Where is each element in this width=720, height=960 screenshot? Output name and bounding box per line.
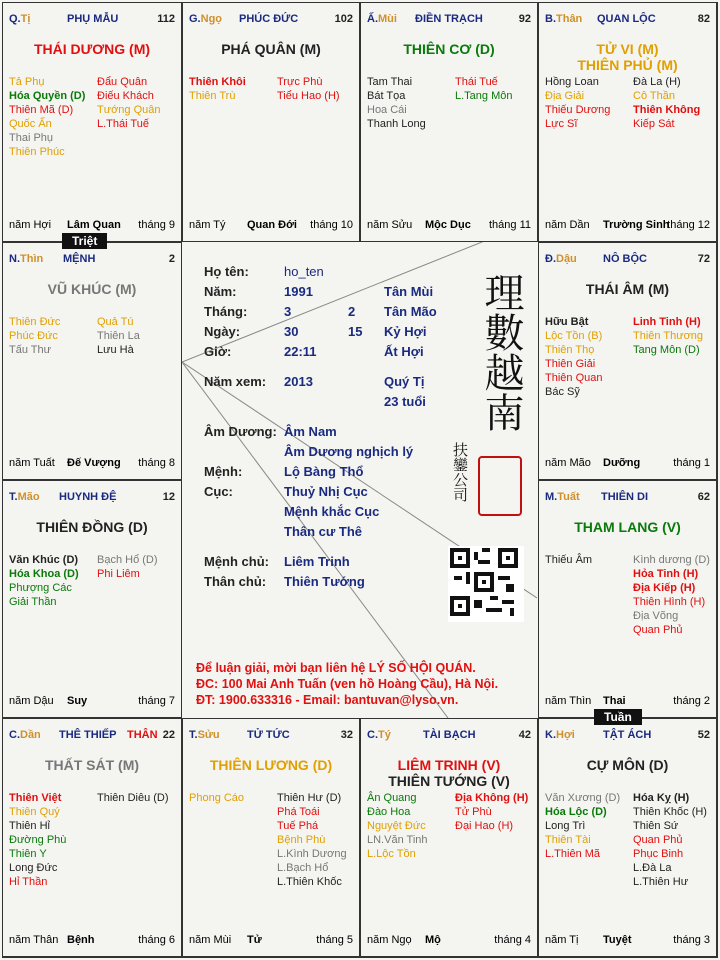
thanchu-value: Thiên Tướng [284, 574, 365, 589]
star: Điếu Khách [97, 90, 154, 102]
star: L.Lộc Tồn [367, 848, 416, 860]
star: Linh Tinh (H) [633, 316, 701, 328]
star: Thiên Không [633, 104, 701, 116]
star: Nguyệt Đức [367, 820, 426, 832]
main-star: THÁI ÂM (M) [585, 281, 670, 297]
palace-can: T.Sửu [189, 729, 220, 741]
footer-stage: Lâm Quan [67, 219, 121, 231]
main-star: THẤT SÁT (M) [44, 757, 140, 773]
palace-name: TỬ TỨC [247, 729, 290, 741]
star: Long Đức [9, 862, 58, 874]
thang-value: 3 [284, 304, 292, 319]
palace-number: 62 [697, 491, 710, 503]
star: Bác Sỹ [545, 386, 580, 398]
footer-stage: Tuyệt [603, 934, 632, 946]
palace-can: N.Thìn [9, 253, 44, 265]
star: Ân Quang [367, 792, 417, 804]
right-stars [277, 791, 347, 889]
palace-name: NÔ BỘC [603, 253, 647, 265]
namxem-label: Năm xem: [204, 374, 267, 389]
star: Thiên Mã (D) [9, 104, 74, 116]
main-stars [3, 41, 181, 57]
menh-label: Mệnh: [204, 464, 243, 479]
footer-year: năm Tý [189, 219, 226, 231]
contact-line-3[interactable]: ĐT: 1900.633316 - Email: bantuvan@lyso.vn. [196, 693, 459, 707]
palace-can: C.Dần [9, 729, 41, 741]
ngay-value: 30 [284, 324, 299, 339]
palace-can: C.Tý [367, 729, 391, 741]
palace-header [367, 13, 531, 29]
left-stars [545, 553, 592, 567]
hoten-value: ho_ten [284, 264, 324, 279]
footer-month: tháng 6 [138, 934, 175, 946]
star: Tấu Thư [9, 344, 52, 356]
footer-month: tháng 3 [673, 934, 710, 946]
palace-header [545, 491, 710, 507]
gio-value: 22:11 [284, 344, 317, 359]
star: Hỉ Thần [9, 876, 48, 888]
namxem-can: Quý Tị [384, 374, 425, 389]
star: Thiên Phúc [9, 146, 65, 158]
star: L.Thiên Hư [633, 876, 689, 888]
star: Tiểu Hao (H) [277, 90, 340, 102]
star: Đà La (H) [633, 76, 681, 88]
star: L.Bạch Hổ [277, 862, 329, 874]
star: Thiếu Dương [545, 104, 611, 116]
star: Tang Môn (D) [633, 344, 700, 356]
footer-month: tháng 2 [673, 695, 710, 707]
star: Quan Phủ [633, 834, 683, 846]
right-stars [97, 791, 169, 805]
star: Thiên La [97, 330, 140, 342]
footer-month: tháng 4 [494, 934, 531, 946]
menhchu-value: Liêm Trinh [284, 554, 350, 569]
main-star: THIÊN TƯỚNG (V) [388, 773, 510, 789]
main-star: CỰ MÔN (D) [586, 757, 669, 773]
palace-name: ĐIỀN TRẠCH [415, 13, 483, 25]
ngay-am: 15 [348, 324, 363, 339]
palace-footer [545, 457, 710, 471]
menh-value: Lộ Bàng Thổ [284, 464, 364, 479]
amduong-value: Âm Nam [284, 424, 337, 439]
star: Hỏa Tinh (H) [633, 568, 699, 580]
footer-stage: Đế Vượng [67, 457, 121, 469]
star: Lực Sĩ [545, 118, 578, 130]
main-star: THÁI DƯƠNG (M) [33, 41, 151, 57]
palace-footer [9, 934, 175, 948]
palace-footer [189, 934, 353, 948]
star: Giải Thần [9, 596, 57, 608]
palace-can: T.Mão [9, 491, 40, 503]
palace-footer [9, 457, 175, 471]
star: Phượng Các [9, 582, 72, 594]
star: Thiên Trù [189, 90, 236, 102]
star: LN.Văn Tinh [367, 834, 428, 846]
star: Thiên Y [9, 848, 47, 860]
cuc-value2: Mệnh khắc Cục [284, 504, 380, 519]
menhchu-label: Mệnh chủ: [204, 554, 269, 569]
hoten-label: Họ tên: [204, 264, 249, 279]
footer-stage: Trường Sinh [603, 219, 670, 231]
palace-suu [182, 718, 360, 957]
palace-can: B.Thân [545, 13, 583, 25]
main-stars [539, 757, 716, 773]
star: Thiên Hình (H) [633, 596, 706, 608]
palace-header [545, 729, 710, 745]
footer-year: năm Sửu [367, 219, 413, 231]
palace-number: 92 [518, 13, 531, 25]
palace-than [538, 2, 717, 242]
palace-name: QUAN LỘC [597, 13, 656, 25]
main-stars [539, 519, 716, 535]
left-stars [545, 315, 602, 399]
footer-year: năm Tuất [9, 457, 55, 469]
star: Hữu Bật [545, 316, 589, 328]
palace-footer [9, 695, 175, 709]
footer-month: tháng 10 [310, 219, 353, 231]
star: Phục Binh [633, 848, 684, 860]
palace-can: Ấ.Mùi [367, 13, 397, 25]
palace-name: THIÊN DI [601, 491, 649, 503]
star: Thái Tuế [455, 76, 498, 88]
right-stars [277, 75, 340, 103]
contact-block [196, 660, 498, 708]
star: L.Đà La [633, 862, 672, 874]
star: Trực Phù [277, 76, 323, 88]
palace-footer [9, 219, 175, 233]
star: Quả Tú [97, 316, 134, 328]
palace-footer [189, 219, 353, 233]
contact-line-1: Để luận giải, mời bạn liên hệ LÝ SỐ HỘI QUÁN. [196, 661, 476, 675]
star: Lưu Hà [97, 344, 134, 356]
star: Thiên Sứ [633, 820, 679, 832]
right-stars [633, 315, 703, 357]
nam-label: Năm: [204, 284, 237, 299]
star: Đại Hao (H) [455, 820, 514, 832]
cuc-value3: Thân cư Thê [284, 524, 363, 539]
palace-ti [2, 2, 182, 242]
gio-can: Ất Hợi [384, 344, 424, 359]
palace-number: 82 [697, 13, 710, 25]
footer-year: năm Dần [545, 219, 590, 231]
palace-ty [360, 718, 538, 957]
tuoi: 23 tuổi [384, 394, 426, 409]
footer-stage: Thai [603, 695, 626, 707]
footer-month: tháng 5 [316, 934, 353, 946]
palace-number: 22 [162, 729, 175, 741]
star: Thiên Thương [633, 330, 704, 342]
left-stars [189, 75, 246, 103]
palace-dau [538, 242, 717, 480]
palace-number: 72 [697, 253, 710, 265]
footer-year: năm Dậu [9, 695, 54, 707]
palace-name: HUYNH ĐỆ [59, 491, 117, 503]
palace-can: Q.Tị [9, 13, 31, 25]
amduong-label: Âm Dương: [204, 424, 277, 439]
star: Thiên Đức [9, 316, 61, 328]
star: Văn Khúc (D) [9, 554, 79, 566]
star: Thiên Hư (D) [277, 792, 342, 804]
amduong-value2: Âm Dương nghịch lý [284, 444, 414, 459]
star: Tuế Phá [277, 820, 319, 832]
star: L.Thiên Mã [545, 848, 601, 860]
ngay-label: Ngày: [204, 324, 241, 339]
star: Kình dương (D) [633, 554, 710, 566]
center-info-panel [182, 242, 537, 718]
left-stars [9, 75, 85, 159]
palace-dan [2, 718, 182, 957]
palace-hoi [538, 718, 717, 957]
right-stars [633, 791, 707, 889]
main-stars [539, 281, 716, 297]
star: Đẩu Quân [97, 76, 148, 88]
left-stars [9, 791, 66, 889]
main-star: LIÊM TRINH (V) [397, 757, 501, 773]
star: Tả Phụ [9, 76, 45, 88]
namxem-value: 2013 [284, 374, 313, 389]
star: Phong Cáo [189, 792, 245, 804]
main-stars [361, 757, 537, 789]
main-stars [183, 41, 359, 57]
palace-can: M.Tuất [545, 491, 580, 503]
left-stars [367, 75, 426, 131]
footer-stage: Suy [67, 695, 88, 707]
star: Văn Xương (D) [545, 792, 621, 804]
palace-header [9, 253, 175, 269]
right-stars [97, 553, 158, 581]
palace-mui [360, 2, 538, 242]
footer-stage: Dưỡng [603, 457, 641, 469]
main-star: THIÊN ĐỒNG (D) [36, 519, 148, 535]
star: Hồng Loan [545, 76, 599, 88]
star: Thiên Khốc (H) [633, 806, 707, 818]
footer-month: tháng 8 [138, 457, 175, 469]
footer-month: tháng 9 [138, 219, 175, 231]
right-stars [633, 75, 700, 131]
palace-header [9, 491, 175, 507]
thang-am: 2 [348, 304, 356, 319]
main-stars [3, 757, 181, 773]
star: Hóa Quyền (D) [9, 90, 86, 102]
palace-number: 52 [697, 729, 710, 741]
footer-stage: Bệnh [67, 934, 95, 946]
star: Thiên Diêu (D) [97, 792, 169, 804]
main-star: VŨ KHÚC (M) [47, 281, 137, 297]
palace-name: PHÚC ĐỨC [239, 13, 299, 25]
palace-number: 112 [157, 13, 175, 25]
palace-footer [367, 934, 531, 948]
palace-number: 102 [334, 13, 353, 25]
footer-month: tháng 7 [138, 695, 175, 707]
footer-stage: Mộc Dục [425, 219, 471, 231]
star: Hóa Lộc (D) [545, 806, 607, 818]
main-star: THIÊN LƯƠNG (D) [209, 757, 333, 773]
left-stars [9, 553, 79, 609]
star: Thiên Hỉ [9, 820, 50, 832]
star: Quốc Ấn [9, 118, 52, 130]
palace-number: 12 [162, 491, 175, 503]
palace-header [9, 729, 175, 745]
star: Thiên Quan [545, 372, 603, 384]
star: L.Kình Dương [277, 848, 347, 860]
palace-header [545, 253, 710, 269]
main-star: PHÁ QUÂN (M) [221, 41, 321, 57]
palace-number: 42 [518, 729, 531, 741]
star: Thiên Thọ [545, 344, 595, 356]
star: Bát Tọa [367, 90, 406, 102]
red-stamp [478, 456, 522, 516]
star: Địa Kiếp (H) [633, 582, 696, 594]
star: L.Thiên Khốc [277, 876, 342, 888]
star: L.Thái Tuế [97, 118, 149, 130]
star: Cô Thần [633, 90, 675, 102]
palace-header [367, 729, 531, 745]
qr-code[interactable] [448, 546, 524, 622]
palace-header [545, 13, 710, 29]
contact-line-2: ĐC: 100 Mai Anh Tuấn (ven hồ Hoàng Cầu), Hà Nội. [196, 677, 499, 691]
left-stars [367, 791, 428, 861]
star: Phá Toái [277, 806, 320, 818]
star: Hóa Khoa (D) [9, 568, 79, 580]
star: Phúc Đức [9, 330, 58, 342]
right-stars [633, 553, 710, 637]
palace-name: TẬT ÁCH [603, 729, 652, 741]
star: Thiên Việt [9, 792, 62, 804]
main-stars [3, 281, 181, 297]
star: Long Trì [545, 820, 586, 832]
thang-label: Tháng: [204, 304, 248, 319]
star: Thiên Giải [545, 358, 596, 370]
star: Hóa Kỵ (H) [633, 792, 690, 804]
palace-footer [367, 219, 531, 233]
footer-year: năm Thân [9, 934, 59, 946]
thang-can: Tân Mão [384, 304, 437, 319]
star: Lộc Tồn (B) [545, 330, 603, 342]
star: Tam Thai [367, 76, 413, 88]
seal-small-text: 扶鑾公司 [451, 442, 469, 502]
star: L.Tang Môn [455, 90, 513, 102]
left-stars [545, 75, 610, 131]
footer-month: tháng 1 [673, 457, 710, 469]
footer-month: tháng 11 [488, 219, 531, 231]
star: Thiếu Âm [545, 554, 593, 566]
cuc-value: Thuỷ Nhị Cục [284, 484, 368, 499]
star: Quan Phủ [633, 624, 683, 636]
main-star: THIÊN PHỦ (M) [577, 57, 678, 73]
right-stars [97, 315, 140, 357]
left-stars [9, 315, 60, 357]
ngay-can: Kỷ Hợi [384, 324, 427, 339]
palace-header [189, 729, 353, 745]
star: Thanh Long [367, 118, 426, 130]
star: Tướng Quân [97, 104, 161, 116]
nam-can: Tân Mùi [384, 284, 434, 299]
main-star: THIÊN CƠ (D) [403, 41, 495, 57]
calligraphy-seal: 理數越南 [478, 272, 524, 432]
star: Bệnh Phù [277, 834, 326, 846]
palace-thin [2, 242, 182, 480]
right-stars [455, 75, 512, 103]
triet-badge: Triệt [62, 233, 107, 249]
star: Đào Hoa [367, 806, 411, 818]
palace-header [9, 13, 175, 29]
cuc-label: Cục: [204, 484, 233, 499]
palace-number: 32 [340, 729, 353, 741]
footer-year: năm Ngọ [367, 934, 412, 946]
footer-year: năm Mão [545, 457, 591, 469]
palace-header [189, 13, 353, 29]
footer-stage: Mộ [425, 934, 441, 946]
palace-name: THÊ THIẾP [59, 729, 117, 741]
palace-footer [545, 219, 710, 233]
star: Hoa Cái [367, 104, 407, 116]
palace-tuat [538, 480, 717, 718]
star: Địa Không (H) [455, 792, 529, 804]
star: Thiên Quý [9, 806, 60, 818]
thanchu-label: Thân chủ: [204, 574, 267, 589]
gio-label: Giờ: [204, 344, 232, 359]
footer-year: năm Hợi [9, 219, 52, 231]
footer-month: tháng 12 [667, 219, 710, 231]
main-stars [3, 519, 181, 535]
footer-stage: Tử [247, 934, 262, 946]
right-stars [97, 75, 161, 131]
palace-can: G.Ngọ [189, 13, 223, 25]
star: Đường Phù [9, 834, 67, 846]
main-stars [361, 41, 537, 57]
left-stars [545, 791, 620, 861]
tuan-badge: Tuần [594, 709, 642, 725]
left-stars [189, 791, 244, 805]
star: Thai Phụ [9, 132, 54, 144]
star: Kiếp Sát [633, 118, 675, 130]
main-stars [183, 757, 359, 773]
palace-name: PHỤ MẪU [67, 13, 119, 25]
footer-stage: Quan Đới [247, 219, 297, 231]
palace-number: 2 [168, 253, 175, 265]
main-stars [539, 41, 716, 73]
star: Địa Giải [545, 90, 585, 102]
palace-footer [545, 695, 710, 709]
nam-value: 1991 [284, 284, 313, 299]
star: Phi Liêm [97, 568, 140, 580]
palace-name: TÀI BẠCH [423, 729, 476, 741]
footer-year: năm Tị [545, 934, 579, 946]
palace-can: K.Hợi [545, 729, 575, 741]
main-star: THAM LANG (V) [574, 519, 681, 535]
footer-year: năm Mùi [189, 934, 232, 946]
footer-year: năm Thìn [545, 695, 592, 707]
palace-name: MỆNH [63, 253, 96, 265]
star: Địa Võng [633, 610, 679, 622]
palace-footer [545, 934, 710, 948]
star: Thiên Khôi [189, 76, 246, 88]
palace-can: Đ.Dậu [545, 253, 577, 265]
star: Tử Phù [455, 806, 492, 818]
star: Bạch Hổ (D) [97, 554, 158, 566]
palace-ngo [182, 2, 360, 242]
star: Thiên Tài [545, 834, 591, 846]
main-star: TỬ VI (M) [596, 41, 659, 57]
right-stars [455, 791, 528, 833]
palace-mao [2, 480, 182, 718]
than-marker: THÂN [127, 729, 158, 741]
